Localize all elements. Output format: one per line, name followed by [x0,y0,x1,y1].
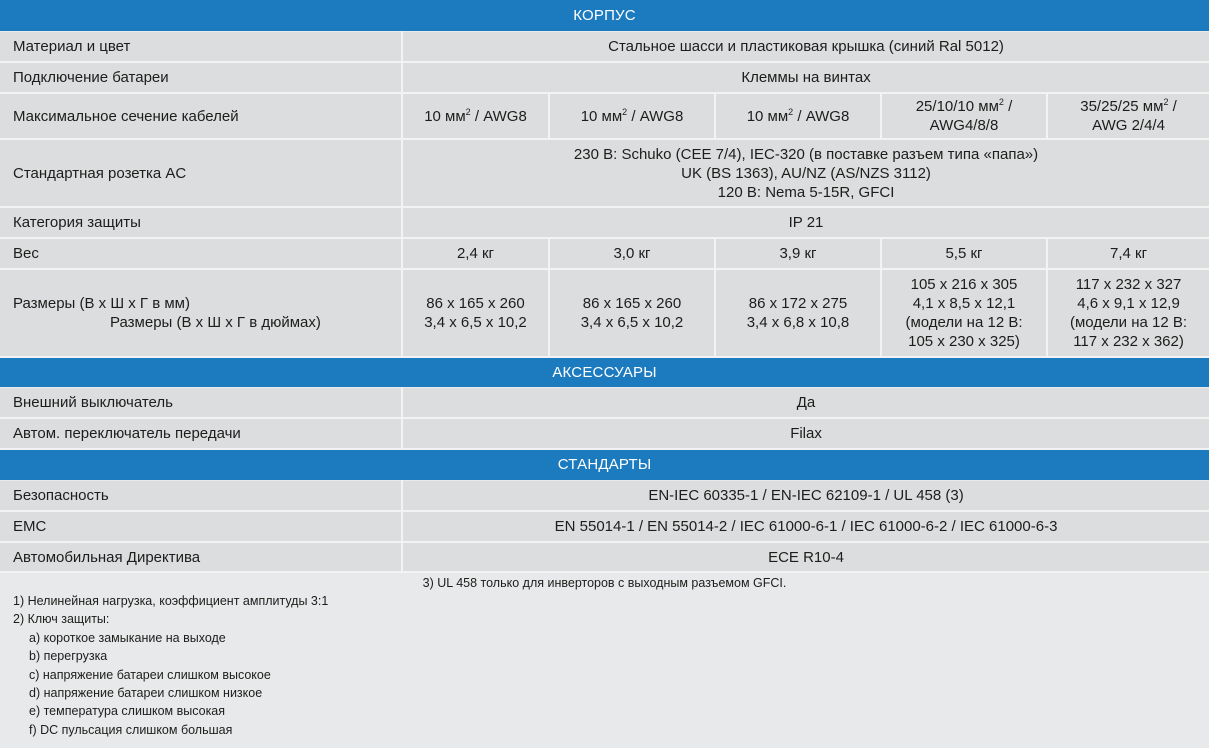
row-label: Стандартная розетка AC [0,139,402,207]
row-label: Безопасность [0,480,402,511]
dimension-cell: 105 x 216 x 305 4,1 x 8,5 x 12,1 (модели на 12 В: 105 x 230 x 325) [881,269,1047,357]
cable-cell: 25/10/10 $мм^2$ / AWG4/8/8 [881,93,1047,139]
section-header-standards [0,449,1209,480]
row-emc [0,511,1209,542]
row-ac-socket [0,139,1209,207]
protection-key-item: b) перегрузка [29,649,108,664]
row-label: Максимальное сечение кабелей [0,93,402,139]
dimension-cell: 86 x 165 x 260 3,4 x 6,5 x 10,2 [549,269,715,357]
row-value: ECE R10-4 [402,542,1209,572]
footnote-2: 2) Ключ защиты: [13,612,110,627]
row-label: Внешний выключатель [0,387,402,418]
row-safety [0,480,1209,511]
row-value: EN-IEC 60335-1 / EN-IEC 62109-1 / UL 458 (3) [402,480,1209,511]
dimension-cell: 117 x 232 x 327 4,6 x 9,1 x 12,9 (модели на 12 В: 117 x 232 x 362) [1047,269,1209,357]
row-value: Клеммы на винтах [402,62,1209,93]
weight-cell: 2,4 кг [402,238,549,269]
row-dimensions [0,269,1209,357]
row-cable-section [0,93,1209,139]
row-label: Размеры (В x Ш x Г в мм) Размеры (В x Ш x Г в дюймах) [0,269,402,357]
footnote-1: 1) Нелинейная нагрузка, коэффициент амплитуды 3:1 [13,594,329,608]
weight-cell: 5,5 кг [881,238,1047,269]
row-value: Да [402,387,1209,418]
footnotes [0,592,1209,739]
weight-cell: 3,9 кг [715,238,881,269]
section-title: АКСЕССУАРЫ [0,357,1209,387]
cable-cell: 35/25/25 $мм^2$ / AWG 2/4/4 [1047,93,1209,139]
row-battery-connection [0,62,1209,93]
section-title: СТАНДАРТЫ [0,449,1209,480]
protection-key-item: d) напряжение батареи слишком низкое [29,686,263,701]
cable-cell: 10 $мм^2 / AWG8$ [549,93,715,139]
row-label: Подключение батареи [0,62,402,93]
row-value: 230 В: Schuko (CEE 7/4), IEC-320 (в поставке разъем типа «папа») UK (BS 1363), AU/NZ (AS/NZS 3112) 120 В: Nema 5-15R, GFCI [402,139,1209,207]
weight-cell: 7,4 кг [1047,238,1209,269]
section-header-accessories [0,357,1209,387]
row-label: Вес [0,238,402,269]
row-automotive [0,542,1209,572]
row-material [0,31,1209,62]
row-label: Категория защиты [0,207,402,238]
row-label: EMC [0,511,402,542]
protection-key-item: c) напряжение батареи слишком высокое [29,667,271,682]
section-title: КОРПУС [0,0,1209,31]
row-label: Автомобильная Директива [0,542,402,572]
row-value: EN 55014-1 / EN 55014-2 / IEC 61000-6-1 / IEC 61000-6-2 / IEC 61000-6-3 [402,511,1209,542]
row-external-switch [0,387,1209,418]
cable-cell: 10 $мм^2 / AWG8$ [715,93,881,139]
protection-key-item: f) DC пульсация слишком большая [29,722,233,737]
row-weight [0,238,1209,269]
cable-cell: 10 $мм^2 / AWG8$ [402,93,549,139]
section-header-housing [0,0,1209,31]
protection-key-item: a) короткое замыкание на выходе [29,630,226,645]
footnote-3: 3) UL 458 только для инверторов с выходным разъемом GFCI. [422,576,787,590]
weight-cell: 3,0 кг [549,238,715,269]
protection-key-item: e) температура слишком высокая [29,704,226,719]
row-label: Материал и цвет [0,31,402,62]
row-transfer-switch [0,418,1209,449]
dimension-cell: 86 x 172 x 275 3,4 x 6,8 x 10,8 [715,269,881,357]
row-value: Filax [402,418,1209,449]
row-value: IP 21 [402,207,1209,238]
row-label: Автом. переключатель передачи [0,418,402,449]
dimension-cell: 86 x 165 x 260 3,4 x 6,5 x 10,2 [402,269,549,357]
row-protection [0,207,1209,238]
row-value: Стальное шасси и пластиковая крышка (синий Ral 5012) [402,31,1209,62]
